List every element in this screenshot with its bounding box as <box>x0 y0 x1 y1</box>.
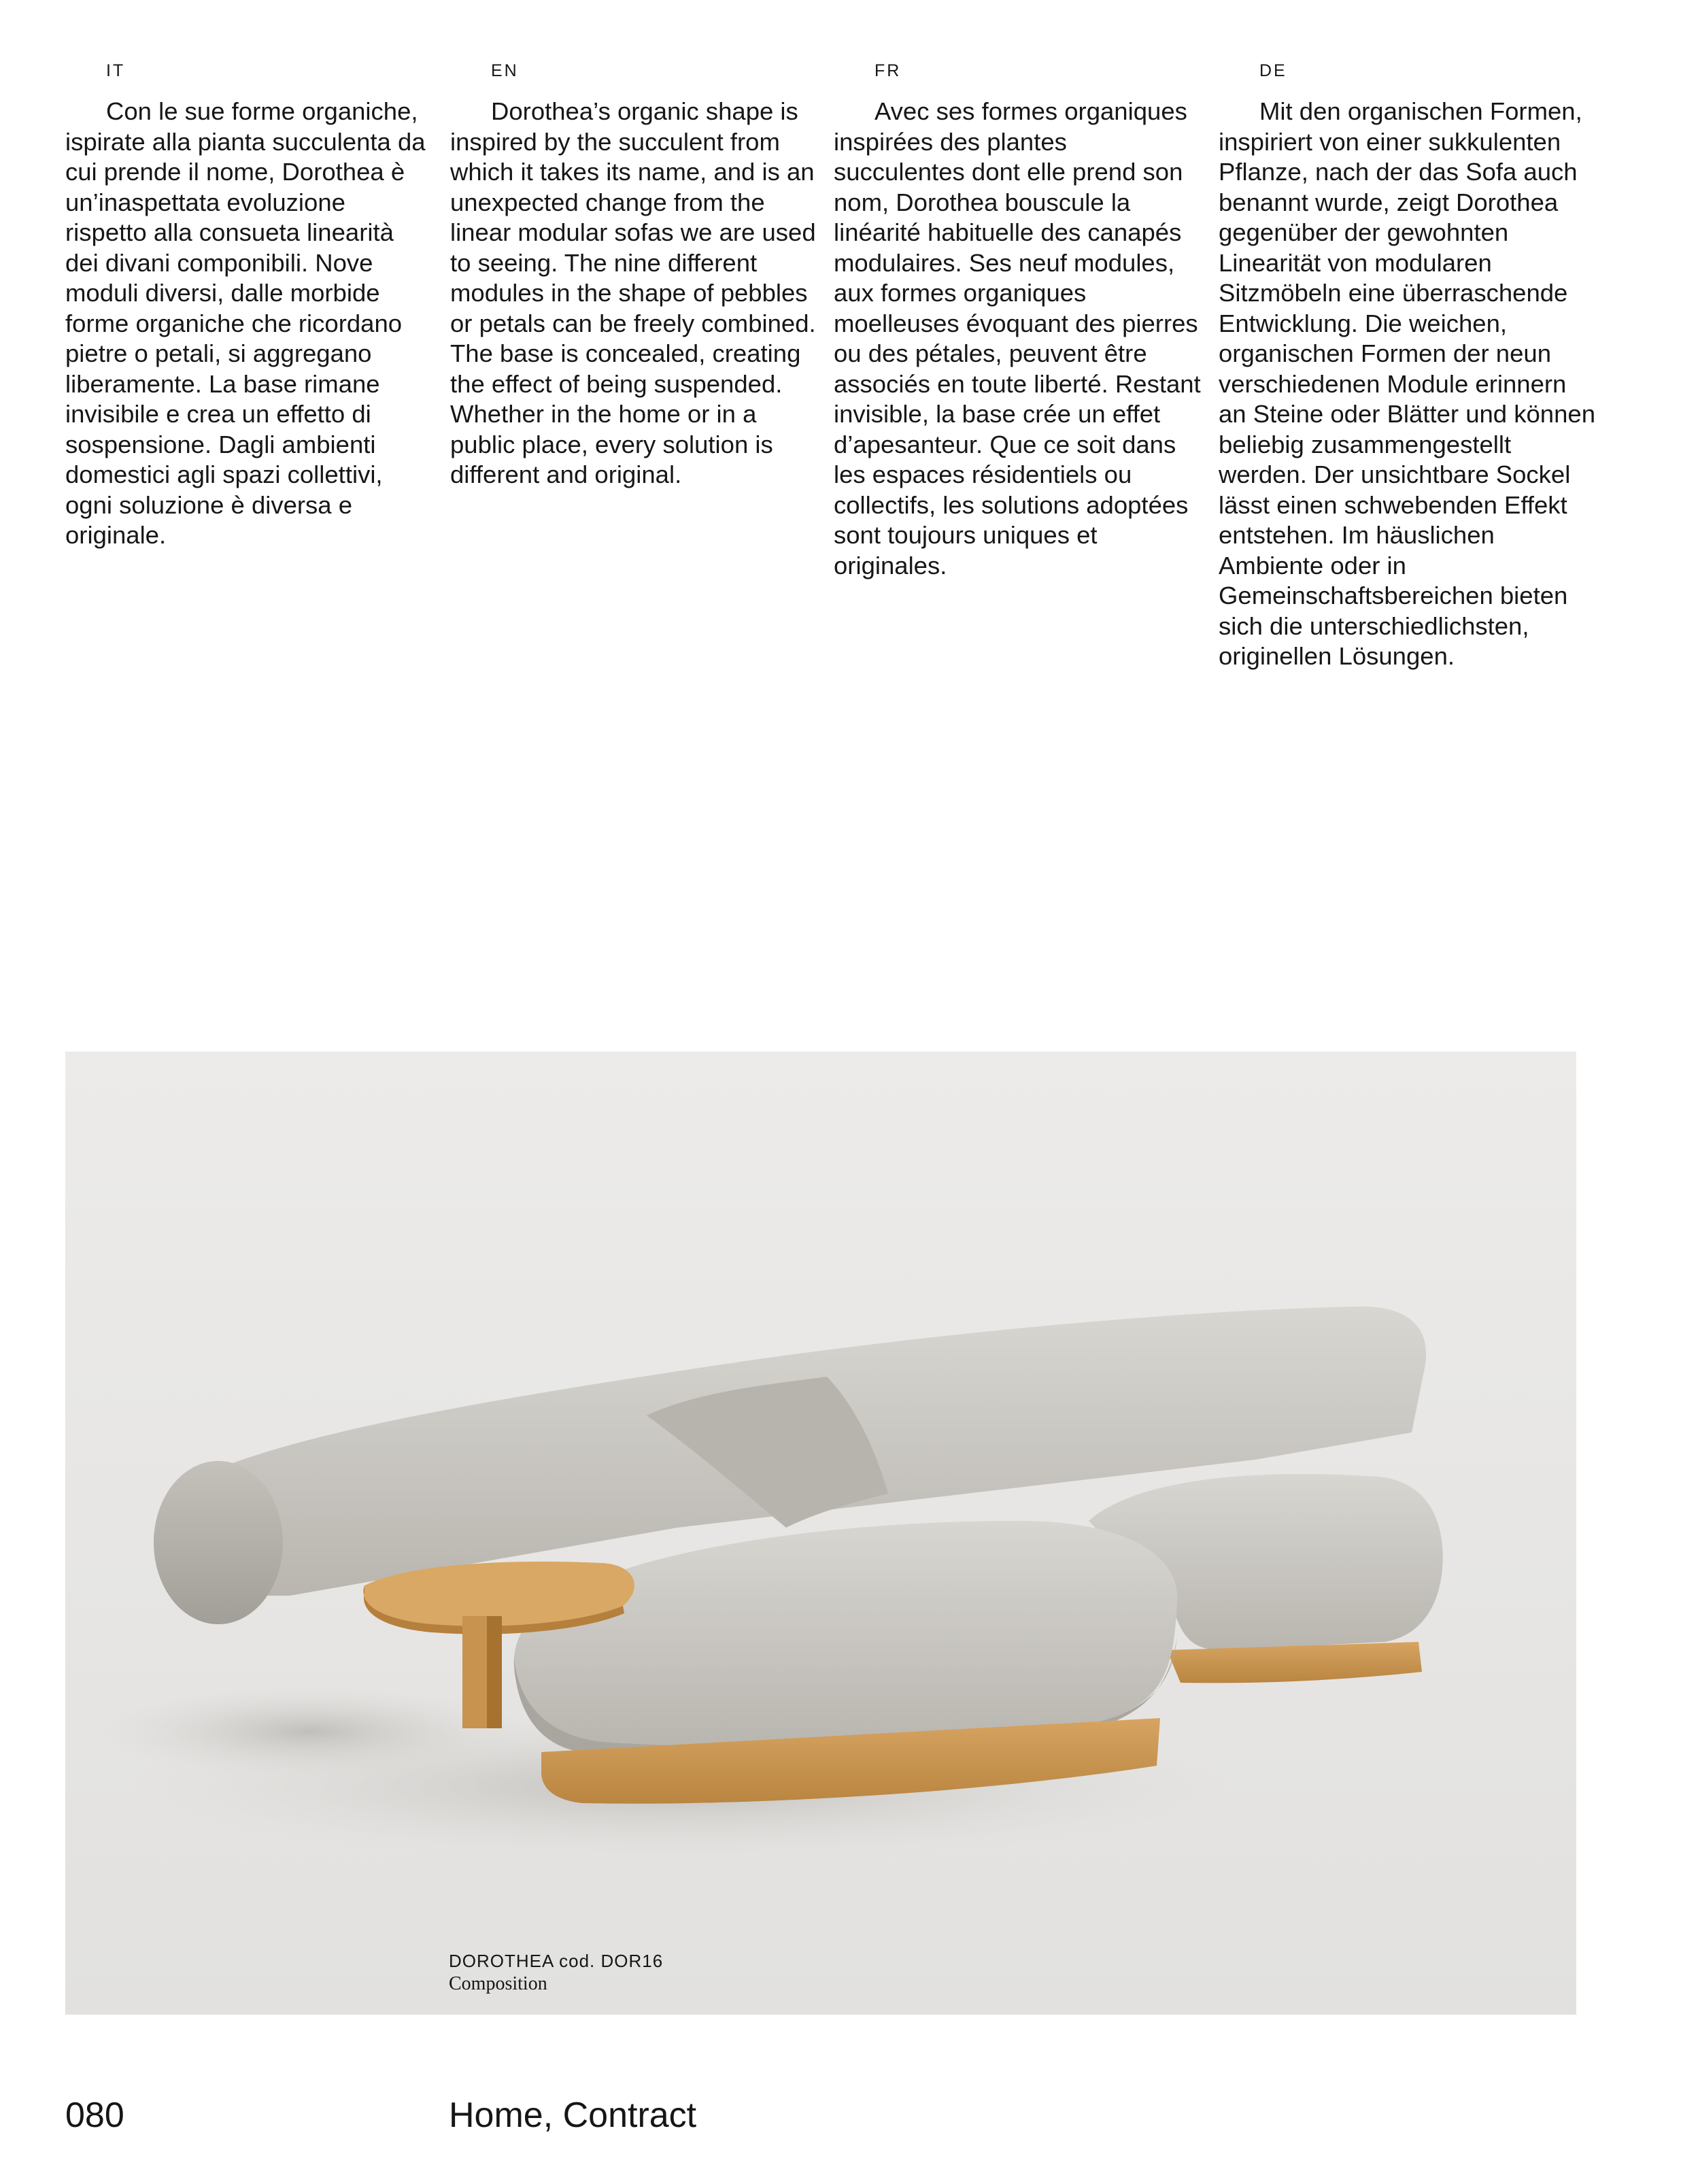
text-column-de <box>1219 60 1599 672</box>
product-photo <box>65 1052 1576 2015</box>
page-number: 080 <box>65 2096 124 2135</box>
caption-subtitle: Composition <box>449 1973 547 1994</box>
language-label: DE <box>1259 61 1287 80</box>
language-label: FR <box>875 61 902 80</box>
sofa-illustration <box>65 1052 1576 2015</box>
paragraph-it: Con le sue forme organiche, ispirate alla pianta succulenta da cui prende il nome, Dorothea è un’inaspettata evoluzione rispetto alla consueta linearità dei divani componibili. Nove moduli diversi, dalle morbide forme organiche che ricordano pietre o petali, si aggregano liberamente. La base rimane invisibile e crea un effetto di sospensione. Dagli ambienti domestici agli spazi collettivi, ogni soluzione è diversa e originale. <box>65 97 426 549</box>
language-label: EN <box>491 61 519 80</box>
language-label: IT <box>106 61 126 80</box>
paragraph-fr: Avec ses formes organiques inspirées des plantes succulentes dont elle prend son nom, Dorothea bouscule la linéarité habituelle des canapés modulaires. Ses neuf modules, aux formes organiques moelleuses évoquant des pierres ou des pétales, peuvent être associés en toute liberté. Restant invisible, la base crée un effet d’apesanteur. Que ce soit dans les espaces résidentiels ou collectifs, les solutions adoptées sont toujours uniques et originales. <box>834 97 1201 579</box>
section-title: Home, Contract <box>449 2096 697 2135</box>
text-column-en <box>450 60 817 490</box>
caption-title: DOROTHEA cod. DOR16 <box>449 1951 664 1971</box>
text-column-fr <box>834 60 1201 581</box>
paragraph-en: Dorothea’s organic shape is inspired by the succulent from which it takes its name, and is an unexpected change from the linear modular sofas we are used to seeing. The nine different modules in the shape of pebbles or petals can be freely combined. The base is concealed, creating the effect of being suspended. Whether in the home or in a public place, every solution is different and original. <box>450 97 816 488</box>
photo-caption <box>449 1949 663 1996</box>
text-column-it <box>65 60 432 551</box>
paragraph-de: Mit den organischen Formen, inspiriert von einer sukkulenten Pflanze, nach der das Sofa auch benannt wurde, zeigt Dorothea gegenüber der gewohnten Linearität von modularen Sitzmöbeln eine überraschende Entwicklung. Die weichen, organischen Formen der neun verschiedenen Module erinnern an Steine oder Blätter und können beliebig zusammengestellt werden. Der unsichtbare Sockel lässt einen schwebenden Effekt entstehen. Im häuslichen Ambiente oder in Gemeinschaftsbereichen bieten sich die unterschiedlichsten, originellen Lösungen. <box>1219 97 1595 670</box>
